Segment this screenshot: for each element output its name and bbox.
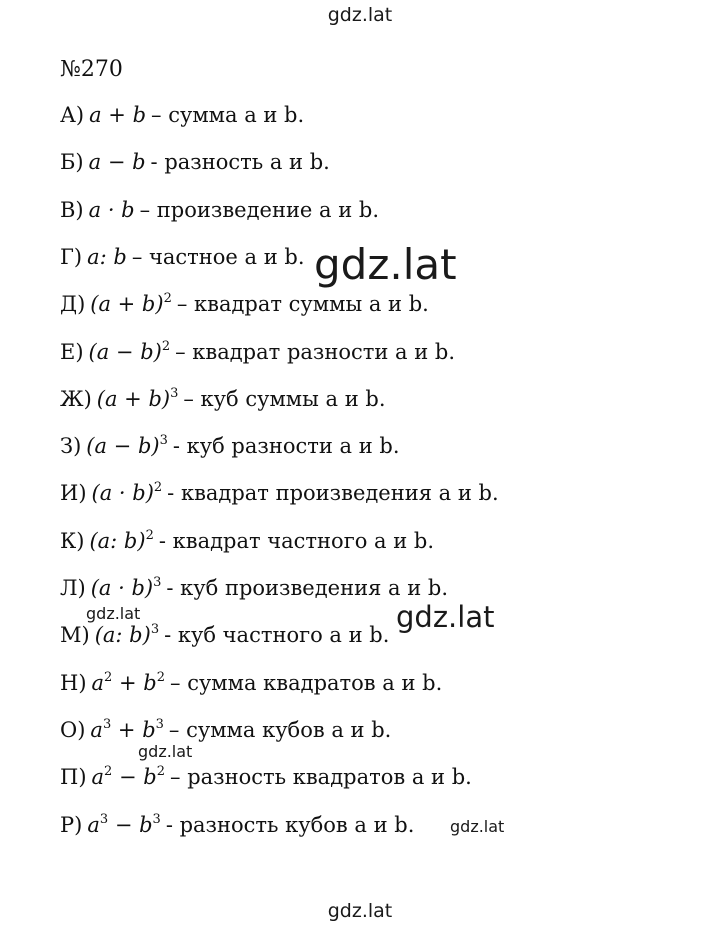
formula — [95, 623, 159, 647]
item-label: З) — [60, 434, 82, 459]
formula — [89, 529, 153, 553]
item-label: И) — [60, 481, 87, 506]
formula-base: (a · b) — [91, 481, 154, 506]
item-label: Н) — [60, 670, 87, 695]
formula — [86, 434, 168, 458]
item-label: Р) — [60, 812, 83, 837]
answer-line — [60, 671, 442, 695]
formula — [89, 340, 171, 364]
exponent: 2 — [161, 338, 171, 354]
answer-line — [60, 340, 455, 364]
exponent: 2 — [104, 669, 113, 685]
watermark-small: gdz.lat — [450, 817, 505, 836]
item-description: - куб разности a и b. — [172, 434, 400, 459]
item-label: Б) — [60, 150, 84, 175]
item-label: В) — [60, 197, 84, 222]
answer-line — [60, 481, 499, 505]
answer-line — [60, 718, 391, 742]
item-description: – квадрат суммы a и b. — [176, 292, 429, 317]
item-description: - разность кубов a и b. — [165, 812, 415, 837]
answer-line — [60, 576, 448, 600]
answer-line — [60, 245, 305, 269]
exponent: 2 — [145, 527, 154, 543]
item-description: - квадрат произведения a и b. — [167, 481, 499, 506]
answer-line — [60, 387, 386, 411]
answer-line — [60, 198, 379, 222]
formula — [91, 576, 162, 600]
exponent: 2 — [163, 291, 172, 307]
exercise-number: №270 — [60, 57, 123, 82]
exponent: 2 — [156, 764, 166, 780]
formula-base: (a · b) — [90, 576, 154, 600]
answer-line — [60, 150, 330, 174]
item-label: Л) — [60, 576, 86, 600]
item-label: О) — [60, 717, 86, 742]
formula-base: (a + b) — [96, 386, 171, 411]
formula-base: a + b — [89, 103, 147, 127]
formula — [92, 765, 166, 789]
formula-base: a − b — [88, 150, 146, 175]
item-label: М) — [60, 623, 90, 648]
item-description: – куб суммы a и b. — [183, 386, 386, 411]
item-description: - куб произведения a и b. — [166, 576, 448, 600]
answer-line — [60, 765, 472, 789]
formula-base: (a: b) — [94, 623, 151, 648]
item-label: А) — [60, 103, 85, 127]
exponent: 3 — [155, 716, 164, 732]
item-label: Е) — [60, 339, 84, 364]
item-description: – квадрат разности a и b. — [175, 339, 456, 364]
watermark-small: gdz.lat — [86, 604, 141, 623]
item-label: Г) — [60, 244, 83, 269]
item-description: – сумма a и b. — [151, 103, 305, 127]
item-label: Ж) — [60, 386, 92, 411]
answer-line — [60, 434, 400, 458]
formula — [90, 718, 164, 742]
formula-term: + b — [119, 670, 157, 695]
exponent: 3 — [159, 433, 168, 449]
formula-term: + b — [117, 717, 156, 742]
exponent: 3 — [170, 385, 179, 401]
exponent: 3 — [152, 811, 161, 827]
formula — [90, 292, 172, 316]
watermark-small: gdz.lat — [138, 742, 193, 761]
formula-base: (a: b) — [89, 528, 146, 553]
item-description: – сумма кубов a и b. — [168, 717, 392, 742]
answer-line — [60, 623, 389, 647]
formula-base: a · b — [88, 197, 135, 222]
answer-line — [60, 103, 304, 127]
item-label: П) — [60, 765, 87, 790]
exponent: 3 — [153, 575, 162, 590]
answer-line — [60, 292, 429, 316]
item-description: – частное a и b. — [131, 244, 305, 269]
exponent: 3 — [150, 622, 160, 638]
item-description: - разность a и b. — [150, 150, 330, 175]
formula — [89, 150, 146, 174]
formula — [87, 245, 127, 269]
watermark-large: gdz.lat — [314, 240, 457, 289]
formula-base: a — [91, 765, 105, 790]
formula — [89, 103, 146, 127]
exponent: 2 — [156, 669, 166, 685]
formula-base: (a − b) — [86, 434, 160, 459]
item-description: – сумма квадратов a и b. — [170, 670, 443, 695]
item-label: Д) — [60, 292, 86, 317]
formula — [89, 198, 135, 222]
formula — [92, 671, 166, 695]
answer-line — [60, 529, 434, 553]
answer-line — [60, 813, 414, 837]
item-description: – разность квадратов a и b. — [170, 765, 472, 790]
formula-base: (a + b) — [90, 292, 164, 317]
exponent: 2 — [104, 764, 113, 780]
formula-base: a — [87, 812, 100, 837]
exponent: 3 — [102, 716, 112, 732]
item-description: - квадрат частного a и b. — [158, 528, 434, 553]
item-label: К) — [60, 528, 85, 553]
formula-base: a — [91, 670, 105, 695]
formula — [97, 387, 179, 411]
formula-base: a: b — [87, 244, 127, 269]
item-description: - куб частного a и b. — [164, 623, 390, 648]
formula-base: (a − b) — [88, 339, 162, 364]
watermark-top: gdz.lat — [327, 4, 393, 26]
watermark-medium: gdz.lat — [396, 600, 495, 634]
formula-term: − b — [114, 812, 153, 837]
exponent: 2 — [153, 480, 163, 496]
exponent: 3 — [99, 811, 109, 827]
item-description: – произведение a и b. — [139, 197, 380, 222]
formula-term: − b — [119, 765, 157, 790]
formula-base: a — [90, 717, 103, 742]
watermark-bottom: gdz.lat — [327, 900, 393, 922]
formula — [92, 481, 163, 505]
formula — [87, 813, 161, 837]
